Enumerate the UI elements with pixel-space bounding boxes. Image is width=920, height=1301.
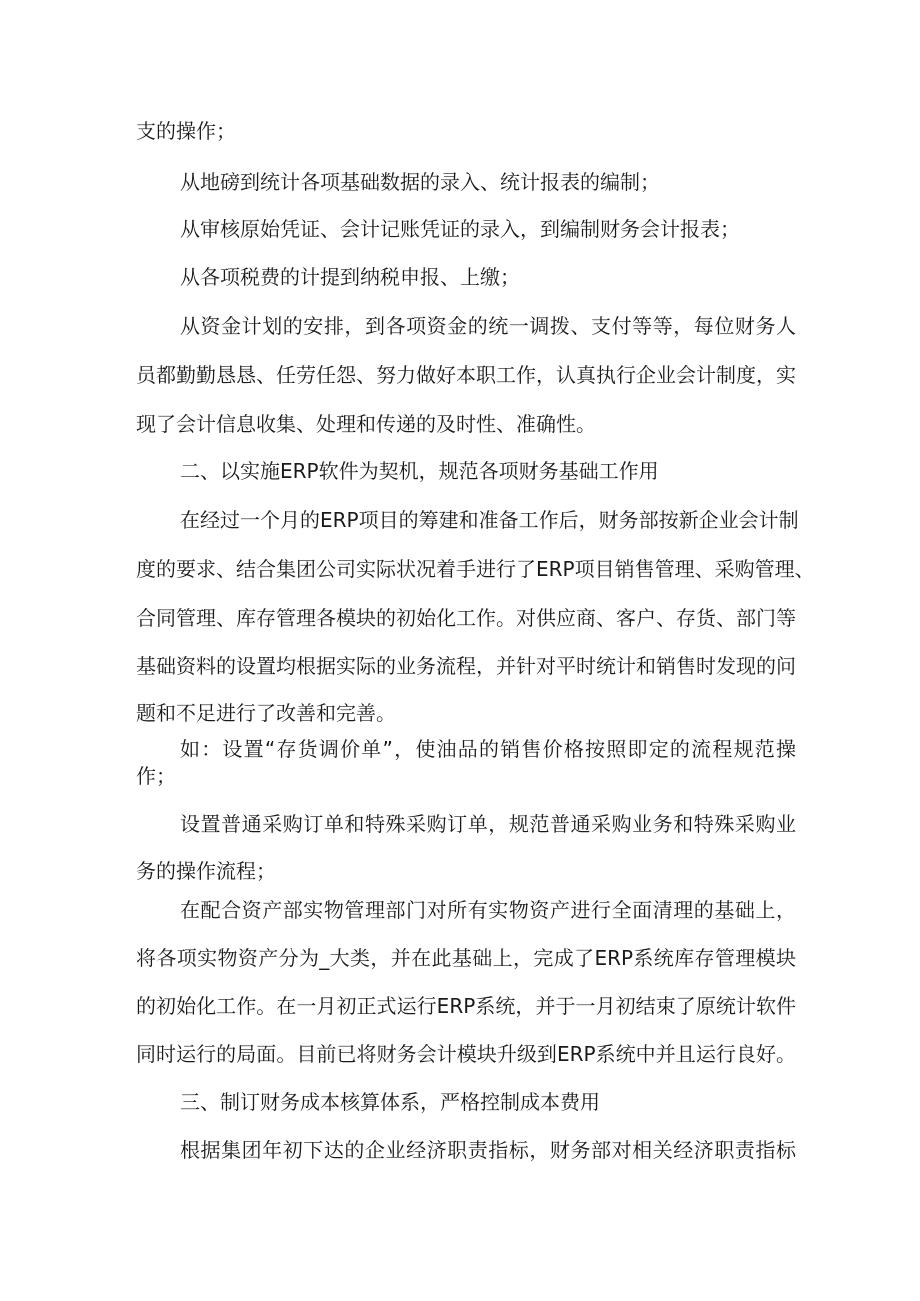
- text-line: 设置普通采购订单和特殊采购订单，规范普通采购业务和特殊采购业: [180, 812, 796, 836]
- text-line: 的初始化工作。在一月初正式运行ERP系统，并于一月初结束了原统计软件: [136, 994, 796, 1018]
- text-line: 支的操作；: [136, 119, 236, 143]
- text-line: 现了会计信息收集、处理和传递的及时性、准确性。: [136, 412, 596, 436]
- text-line: 员都勤勤恳恳、任劳任怨、努力做好本职工作，认真执行企业会计制度，实: [136, 363, 796, 387]
- text-line: 从审核原始凭证、会计记账凭证的录入，到编制财务会计报表；: [180, 217, 740, 241]
- text-line: 同时运行的局面。目前已将财务会计模块升级到ERP系统中并且运行良好。: [136, 1042, 796, 1066]
- text-line: 根据集团年初下达的企业经济职责指标，财务部对相关经济职责指标: [180, 1138, 796, 1162]
- section-heading: 二、以实施ERP软件为契机，规范各项财务基础工作用: [180, 459, 659, 483]
- text-line: 务的操作流程；: [136, 859, 276, 883]
- text-line: 从资金计划的安排，到各项资金的统一调拨、支付等等，每位财务人: [180, 314, 796, 338]
- text-line: 作；: [136, 764, 176, 788]
- text-line: 基础资料的设置均根据实际的业务流程，并针对平时统计和销售时发现的问: [136, 654, 796, 678]
- text-line: 从地磅到统计各项基础数据的录入、统计报表的编制；: [180, 170, 660, 194]
- text-line: 如：设置“存货调价单”，使油品的销售价格按照即定的流程规范操: [180, 737, 796, 761]
- text-line: 度的要求、结合集团公司实际状况着手进行了ERP项目销售管理、采购管理、: [136, 557, 815, 581]
- text-line: 合同管理、库存管理各模块的初始化工作。对供应商、客户、存货、部门等: [136, 606, 796, 630]
- text-line: 在配合资产部实物管理部门对所有实物资产进行全面清理的基础上，: [180, 898, 796, 922]
- text-line: 在经过一个月的ERP项目的筹建和准备工作后，财务部按新企业会计制: [180, 508, 799, 532]
- text-line: 从各项税费的计提到纳税申报、上缴；: [180, 265, 520, 289]
- section-heading: 三、制订财务成本核算体系，严格控制成本费用: [180, 1090, 600, 1114]
- text-line: 将各项实物资产分为_大类，并在此基础上，完成了ERP系统库存管理模块: [136, 946, 796, 970]
- text-line: 题和不足进行了改善和完善。: [136, 701, 396, 725]
